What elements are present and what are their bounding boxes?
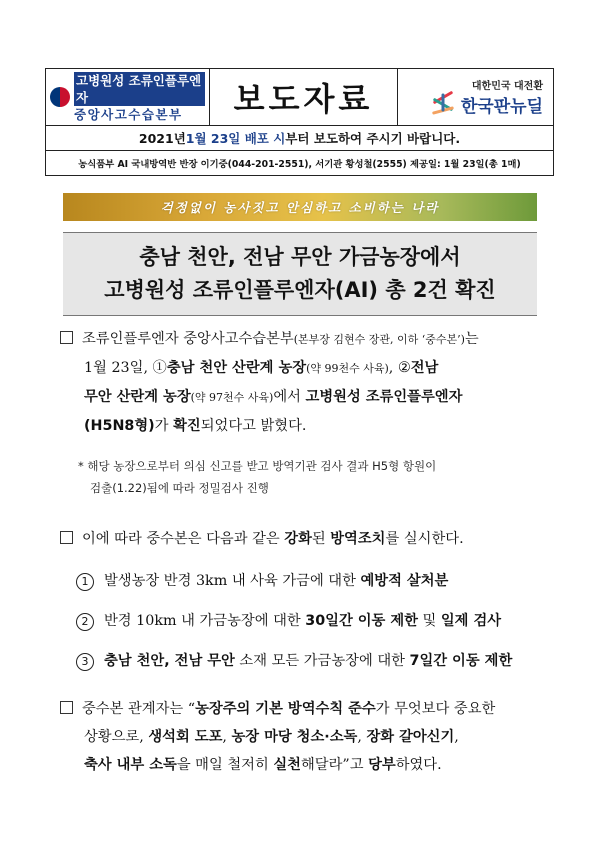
logo-tagline: 대한민국 대전환 — [471, 81, 543, 92]
date-prefix: 2021년 — [138, 131, 186, 146]
note-line2: 검출(1.22)됨에 따라 정밀검사 진행 — [90, 481, 269, 495]
p1-m: (H5N8형) — [84, 418, 155, 434]
org-cell — [46, 69, 210, 125]
p1-line4 — [60, 412, 542, 440]
p2-d: 방역조치 — [330, 531, 386, 547]
item2-d: 일제 검사 — [440, 613, 502, 629]
measure-item-2 — [76, 610, 546, 631]
p1-d: 1월 23일, ① — [84, 360, 167, 376]
p1-line2 — [60, 354, 542, 383]
headline-line1: 충남 천안, 전남 무안 가금농장에서 — [139, 245, 461, 269]
item-number: 2 — [76, 613, 94, 631]
p1-h: 전남 — [410, 360, 439, 376]
p3-o: 당부 — [368, 757, 396, 773]
item2-c: 및 — [417, 613, 441, 629]
p3-d: 상황으로, — [84, 729, 149, 745]
p3-i: 장화 갈아신기 — [366, 729, 455, 745]
checkbox-square-icon — [60, 331, 73, 344]
p1-g: , ② — [388, 360, 411, 376]
p1-e: 충남 천안 산란계 농장 — [166, 360, 307, 376]
p3-n: 해달라”고 — [300, 757, 369, 773]
headline-line2: 고병원성 조류인플루엔자(AI) 총 2건 확진 — [104, 278, 496, 302]
contact-row: 농식품부 AI 국내방역반 반장 이기중(044-201-2551), 서기관 황성철(2555) 제공일: 1월 23일(총 1매) — [78, 159, 521, 170]
page-title: 보도자료 — [210, 69, 398, 125]
p3-h: , — [357, 729, 367, 745]
p2-b: 강화 — [284, 531, 312, 547]
p3-l: 을 매일 철저히 — [176, 757, 274, 773]
headline-box — [63, 232, 537, 316]
p1-line1 — [60, 325, 542, 354]
p3-m: 실천 — [273, 757, 301, 773]
p3-line1 — [60, 695, 542, 723]
government-emblem-icon — [50, 87, 70, 107]
slogan-text: 걱정없이 농사짓고 안심하고 소비하는 나라 — [160, 200, 440, 215]
org-name — [74, 72, 205, 123]
item1-b: 예방적 살처분 — [360, 573, 449, 589]
p1-i: 무안 산란계 농장 — [84, 389, 191, 405]
p1-a: 조류인플루엔자 중앙사고수습본부 — [82, 331, 294, 347]
header-table — [45, 68, 554, 176]
p3-line3 — [60, 751, 542, 779]
p3-c: 가 무엇보다 중요한 — [375, 701, 496, 717]
header-top-row — [46, 69, 553, 126]
p1-p: 되었다고 밝혔다. — [200, 418, 307, 434]
p3-e: 생석회 도포 — [148, 729, 223, 745]
date-highlight: 1월 23일 배포 시 — [185, 131, 286, 146]
release-date-row — [46, 126, 553, 151]
p3-a: 중수본 관계자는 “ — [82, 701, 196, 717]
item2-a: 반경 10km 내 가금농장에 대한 — [104, 613, 306, 629]
p3-k: 축사 내부 소독 — [84, 757, 177, 773]
item1-a: 발생농장 반경 3km 내 사육 가금에 대한 — [104, 573, 361, 589]
date-suffix: 부터 보도하여 주시기 바랍니다. — [285, 131, 461, 146]
logo-main-row — [430, 92, 543, 117]
p1-n: 가 — [154, 418, 174, 434]
new-deal-mark-icon — [430, 93, 456, 117]
item3-a: 충남 천안, 전남 무안 — [104, 653, 235, 669]
p2-e: 를 실시한다. — [385, 531, 464, 547]
item-number: 3 — [76, 653, 94, 671]
paragraph-1 — [60, 325, 542, 440]
org-line1: 고병원성 조류인플루엔자 — [74, 72, 205, 106]
measure-item-3 — [76, 650, 546, 671]
p1-f: (약 99천수 사육) — [306, 362, 389, 375]
p1-j: (약 97천수 사육) — [190, 391, 274, 404]
p3-j: , — [454, 729, 459, 745]
measure-item-1 — [76, 570, 546, 591]
item-number: 1 — [76, 573, 94, 591]
p3-f: , — [222, 729, 232, 745]
org-line2: 중앙사고수습본부 — [74, 106, 183, 122]
p1-o: 확진 — [173, 418, 201, 434]
p3-line2 — [60, 723, 542, 751]
slogan-banner — [63, 193, 537, 221]
paragraph-2 — [60, 525, 542, 553]
p3-b: 농장주의 기본 방역수칙 준수 — [195, 701, 376, 717]
p3-p: 하였다. — [395, 757, 442, 773]
p3-g: 농장 마당 청소·소독 — [231, 729, 358, 745]
note-line1: * 해당 농장으로부터 의심 신고를 받고 방역기관 검사 결과 H5형 항원이 — [78, 459, 437, 473]
checkbox-square-icon — [60, 701, 73, 714]
footnote — [78, 455, 544, 499]
item3-b: 소재 모든 가금농장에 대한 — [234, 653, 410, 669]
p1-c: 는 — [464, 331, 479, 347]
paragraph-3 — [60, 695, 542, 779]
p1-k: 에서 — [273, 389, 306, 405]
item3-c: 7일간 이동 제한 — [409, 653, 513, 669]
p2-c: 된 — [311, 531, 331, 547]
checkbox-square-icon — [60, 531, 73, 544]
logo-text: 한국판뉴딜 — [460, 97, 543, 117]
p1-l: 고병원성 조류인플루엔자 — [305, 389, 463, 405]
p1-line3 — [60, 383, 542, 412]
p2-a: 이에 따라 중수본은 다음과 같은 — [82, 531, 285, 547]
item2-b: 30일간 이동 제한 — [305, 613, 418, 629]
p1-b: (본부장 김현수 장관, 이하 ‘중수본’) — [293, 333, 465, 346]
new-deal-logo — [398, 69, 553, 125]
